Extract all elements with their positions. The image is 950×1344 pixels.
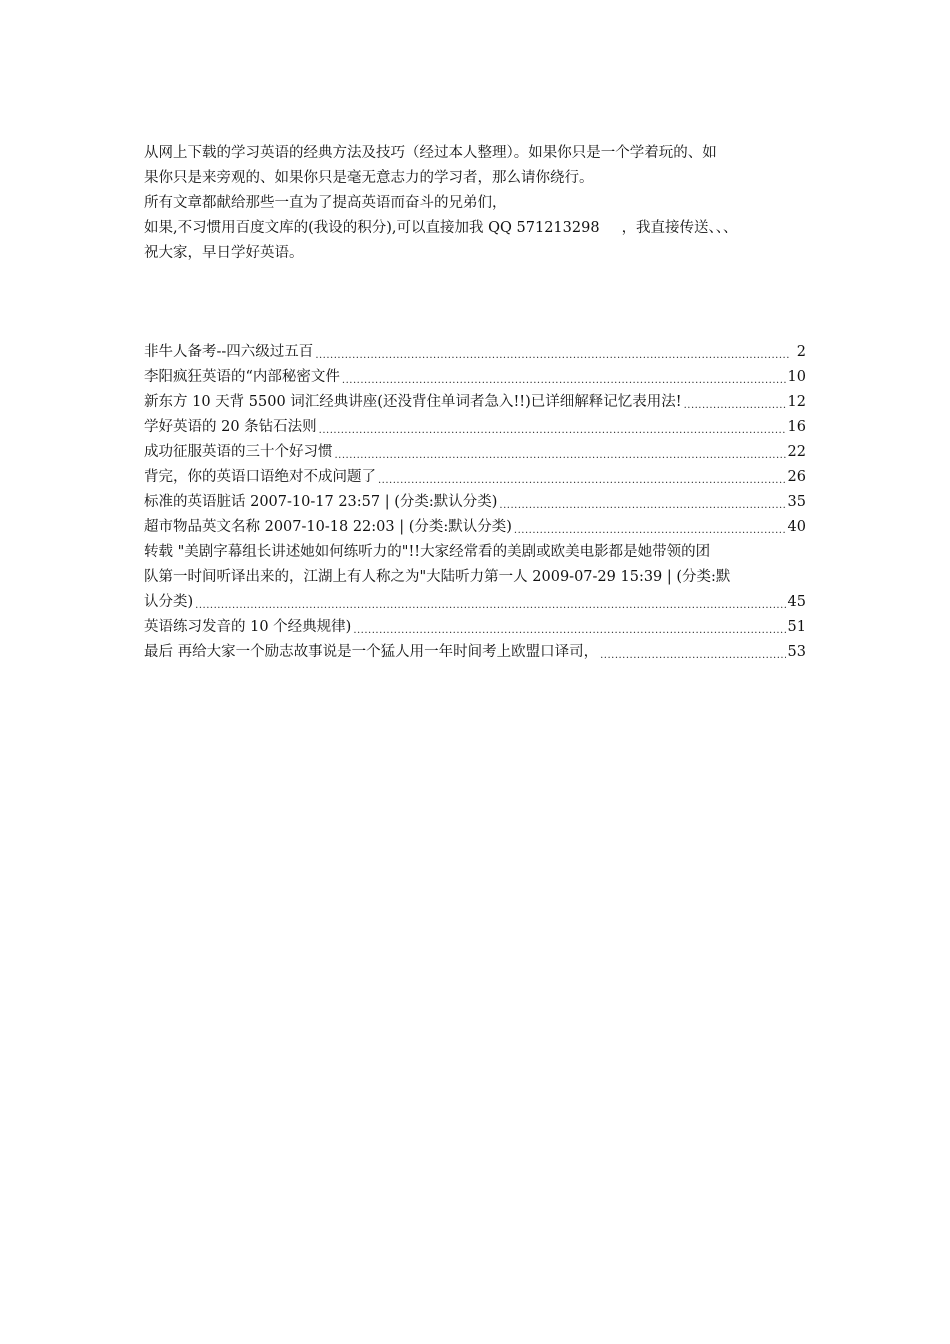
- intro-line-qq: [144, 216, 810, 241]
- toc-entry[interactable]: [144, 640, 806, 665]
- toc-entry-title: 最后 再给大家一个励志故事说是一个猛人用一年时间考上欧盟口译司，: [144, 644, 599, 660]
- toc-entry[interactable]: [144, 490, 806, 515]
- toc-entry-title: 超市物品英文名称 2007-10-18 22:03 | (分类:默认分类): [144, 519, 512, 535]
- toc-entry-title-line: 队第一时间听译出来的，江湖上有人称之为"大陆听力第一人 2009-07-29 15:39 | (分类:默: [144, 569, 731, 585]
- toc-entry[interactable]: [144, 440, 806, 465]
- toc-entry-title: 非牛人备考--四六级过五百: [144, 344, 314, 360]
- toc-entry-title-line: 转载 "美剧字幕组长讲述她如何练听力的"!!大家经常看的美剧或欧美电影都是她带领的团: [144, 544, 711, 560]
- toc-page-number: 53: [787, 644, 806, 660]
- intro-line: 祝大家，早日学好英语。: [144, 245, 304, 261]
- toc-page-number: 16: [787, 419, 806, 435]
- toc-page-number: 45: [787, 594, 806, 610]
- intro-line: 从网上下载的学习英语的经典方法及技巧（经过本人整理）。如果你只是一个学着玩的、如: [144, 145, 717, 161]
- intro-line: 果你只是来旁观的、如果你只是毫无意志力的学习者，那么请你绕行。: [144, 170, 594, 186]
- toc-page-number: 12: [787, 394, 806, 410]
- toc-entry[interactable]: [144, 390, 806, 415]
- toc-page-number: 40: [787, 519, 806, 535]
- toc-entry-title: 背完，你的英语口语绝对不成问题了: [144, 469, 376, 485]
- intro-paragraph: [144, 141, 810, 266]
- toc-entry-title: 成功征服英语的三十个好习惯: [144, 444, 333, 460]
- toc-page-number: 51: [787, 619, 806, 635]
- toc-leader: [600, 647, 785, 665]
- toc-entry-title: 标准的英语脏话 2007-10-17 23:57 | (分类:默认分类): [144, 494, 498, 510]
- table-of-contents: [144, 340, 806, 665]
- toc-entry-last-line: [144, 590, 806, 615]
- toc-entry[interactable]: [144, 465, 806, 490]
- toc-leader: [378, 472, 786, 490]
- toc-entry-title: 英语练习发音的 10 个经典规律): [144, 619, 352, 635]
- intro-qq-tail: ，我直接传送、、、: [621, 220, 738, 236]
- toc-page-number: 2: [796, 344, 806, 360]
- toc-entry-title-line: 认分类): [144, 594, 194, 610]
- toc-leader: [514, 522, 786, 540]
- toc-entry-multiline[interactable]: [144, 540, 806, 615]
- toc-page-number: 35: [787, 494, 806, 510]
- toc-leader: [195, 597, 785, 615]
- toc-entry-title: 学好英语的 20 条钻石法则: [144, 419, 317, 435]
- toc-leader: [684, 397, 786, 415]
- intro-line: 所有文章都献给那些一直为了提高英语而奋斗的兄弟们，: [144, 195, 507, 211]
- toc-entry[interactable]: [144, 515, 806, 540]
- toc-leader: [353, 622, 785, 640]
- toc-entry[interactable]: [144, 615, 806, 640]
- toc-page-number: 22: [787, 444, 806, 460]
- toc-entry[interactable]: [144, 340, 806, 365]
- toc-entry[interactable]: [144, 365, 806, 390]
- toc-page-number: 26: [787, 469, 806, 485]
- toc-entry-title: 李阳疯狂英语的“内部秘密文件: [144, 369, 340, 385]
- toc-entry-title: 新东方 10 天背 5500 词汇经典讲座(还没背住单词者急入!!)已详细解释记忆表用法!: [144, 394, 682, 410]
- toc-leader: [499, 497, 785, 515]
- intro-qq-text: 如果,不习惯用百度文库的(我设的积分),可以直接加我 QQ 571213298: [144, 220, 600, 236]
- toc-leader: [342, 372, 786, 390]
- toc-leader: [319, 422, 786, 440]
- toc-page-number: 10: [787, 369, 806, 385]
- toc-leader: [335, 447, 786, 465]
- toc-entry[interactable]: [144, 415, 806, 440]
- toc-leader: [315, 347, 790, 365]
